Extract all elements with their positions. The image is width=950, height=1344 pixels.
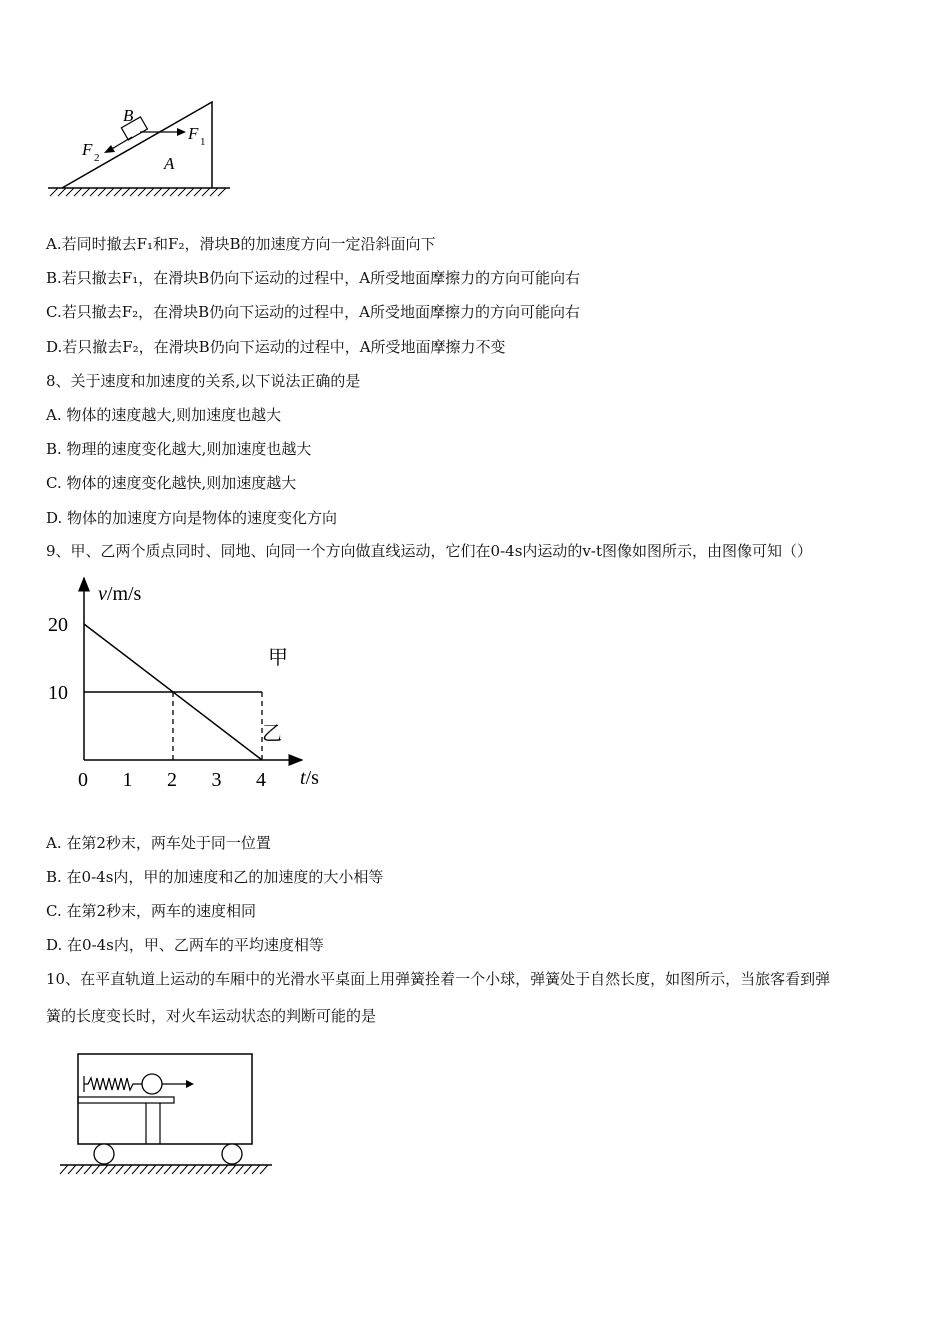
label-F2: F [82,140,93,159]
vt-chart [40,572,340,812]
label-F2-sub: 2 [94,152,100,164]
y-tick-label: 20 [48,614,68,636]
q8-option-d: D. 物体的加速度方向是物体的速度变化方向 [46,509,338,527]
q8-stem: 8、关于速度和加速度的关系,以下说法正确的是 [46,372,361,390]
q9-option-b: B. 在0-4s内，甲的加速度和乙的加速度的大小相等 [46,868,384,886]
q10-stem-line2: 簧的长度变长时，对火车运动状态的判断可能的是 [46,1007,377,1025]
x-tick-label: 4 [256,769,266,791]
q9-option-c: C. 在第2秒末，两车的速度相同 [46,902,257,920]
series-label-jia: 甲 [268,647,288,669]
y-tick-label: 10 [48,682,68,704]
q9-stem: 9、甲、乙两个质点同时、同地、向同一个方向做直线运动，它们在0-4s内运动的v-t图像如图所示，由图像可知（） [46,542,812,560]
q8-option-c: C. 物体的速度变化越快,则加速度越大 [46,474,297,492]
wheel-left [94,1144,114,1164]
q9-option-d: D. 在0-4s内，甲、乙两车的平均速度相等 [46,936,324,954]
spring [84,1078,142,1090]
q7-option-c: C.若只撤去F₂，在滑块B仍向下运动的过程中，A所受地面摩擦力的方向可能向右 [46,303,580,321]
ball [142,1074,162,1094]
y-axis-label: v/m/s [98,583,142,605]
q7-option-d: D.若只撤去F₂，在滑块B仍向下运动的过程中，A所受地面摩擦力不变 [46,338,506,356]
x-tick-label: 1 [122,769,133,791]
q8-option-a: A. 物体的速度越大,则加速度也越大 [46,406,282,424]
q7-option-a: A.若同时撤去F₁和F₂，滑块B的加速度方向一定沿斜面向下 [46,235,436,253]
label-A: A [164,154,175,173]
x-tick-label: 2 [167,769,177,791]
incline-figure [40,95,240,205]
q10-stem-line1: 10、在平直轨道上运动的车厢中的光滑水平桌面上用弹簧拴着一个小球，弹簧处于自然长度，如图所示，当旅客看到弹 [46,970,831,988]
label-F1: F [188,124,199,143]
label-B: B [123,106,134,125]
x-tick-label: 0 [78,769,88,791]
q8-option-b: B. 物理的速度变化越大,则加速度也越大 [46,440,312,458]
q9-option-a: A. 在第2秒末，两车处于同一位置 [46,834,271,852]
x-axis-label: t/s [300,767,319,789]
q7-option-b: B.若只撤去F₁，在滑块B仍向下运动的过程中，A所受地面摩擦力的方向可能向右 [46,269,581,287]
x-tick-label: 3 [211,769,222,791]
series-label-yi: 乙 [262,723,282,745]
wheel-right [222,1144,242,1164]
train-car-figure [54,1048,284,1184]
label-F1-sub: 1 [200,136,206,148]
